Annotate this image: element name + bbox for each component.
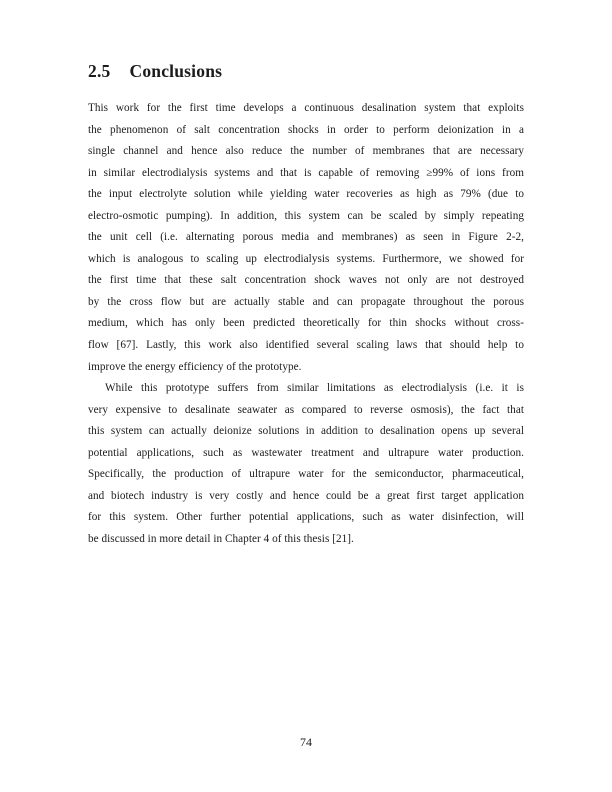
text-line: the unit cell (i.e. alternating porous media and membranes) as seen in Figure 2-2,: [88, 231, 524, 244]
section-number: 2.5: [88, 61, 111, 81]
text-line: improve the energy efficiency of the prototype.: [88, 360, 302, 373]
text-line: This work for the first time develops a continuous desalination system that exploits: [88, 102, 524, 114]
text-line: the input electrolyte solution while yielding water recoveries as high as 79% (due to: [88, 188, 524, 201]
text-line: in similar electrodialysis systems and that is capable of removing ≥99% of ions from: [88, 166, 524, 179]
text-line: Specifically, the production of ultrapure water for the semiconductor, pharmaceutical,: [88, 468, 524, 481]
text-line: very expensive to desalinate seawater as compared to reverse osmosis), the fact that: [88, 403, 524, 416]
section-title: Conclusions: [129, 61, 223, 81]
text-line: While this prototype suffers from similar limitations as electrodialysis (i.e. it is: [105, 382, 524, 395]
body-text: [88, 98, 524, 550]
text-line: the first time that these salt concentration shock waves not only are not destroyed: [88, 274, 524, 287]
text-line: electro-osmotic pumping). In addition, this system can be scaled by simply repeating: [88, 209, 524, 222]
text-line: flow [67]. Lastly, this work also identified several scaling laws that should help to: [88, 339, 524, 352]
text-line: by the cross flow but are actually stable and can propagate throughout the porous: [88, 295, 524, 308]
text-line: and biotech industry is very costly and hence could be a great first target application: [88, 489, 524, 502]
text-line: for this system. Other further potential applications, such as water disinfection, will: [88, 511, 524, 524]
text-line: the phenomenon of salt concentration shocks in order to perform deionization in a: [88, 123, 524, 136]
text-line: which is analogous to scaling up electrodialysis systems. Furthermore, we showed for: [88, 252, 524, 265]
text-line: potential applications, such as wastewater treatment and ultrapure water production.: [88, 446, 524, 459]
text-line: medium, which has only been predicted theoretically for thin shocks without cross-: [88, 317, 524, 330]
page-number: 74: [300, 735, 312, 749]
text-line: be discussed in more detail in Chapter 4 of this thesis [21].: [88, 532, 354, 545]
section-heading: [88, 61, 222, 82]
text-line: this system can actually deionize solutions in addition to desalination opens up several: [88, 425, 524, 438]
text-line: single channel and hence also reduce the number of membranes that are necessary: [88, 145, 524, 158]
